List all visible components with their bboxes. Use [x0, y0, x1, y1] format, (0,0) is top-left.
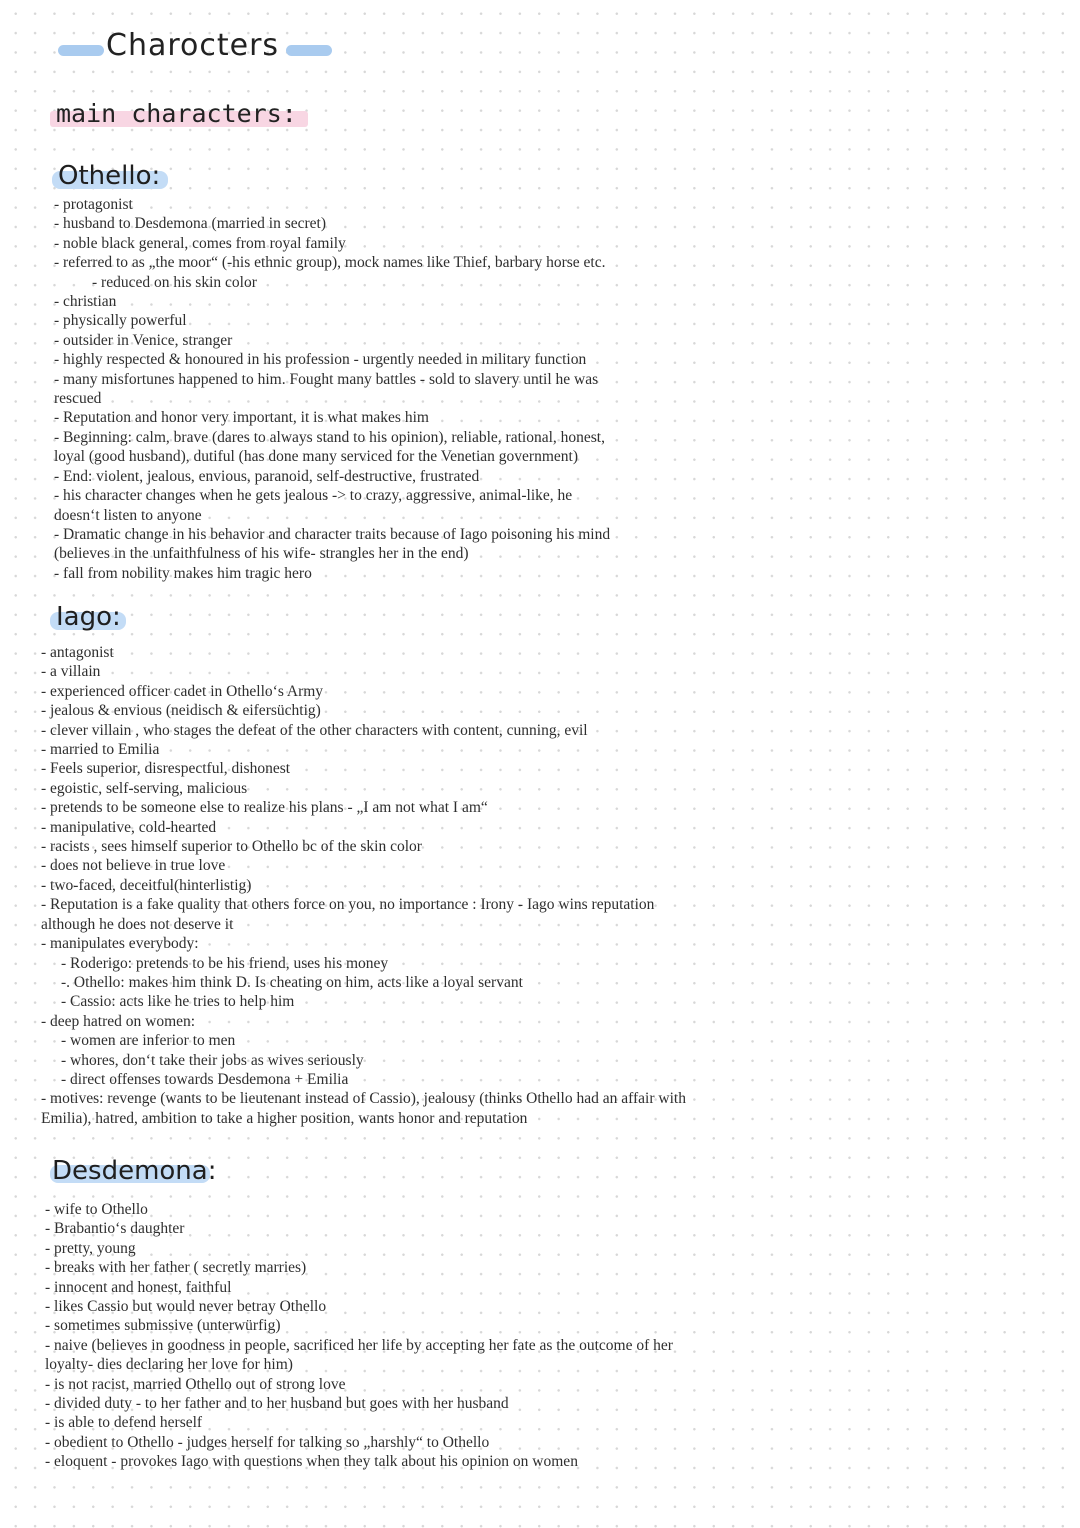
list-item: - naive (believes in goodness in people, sacrificed her life by accepting her fate as the outcome of her: [45, 1336, 673, 1354]
list-item: - referred to as „the moor“ (-his ethnic group), mock names like Thief, barbary horse etc.: [54, 254, 606, 272]
list-item: - many misfortunes happened to him. Fought many battles - sold to slavery until he was: [54, 370, 599, 388]
title-left-highlight: [58, 45, 104, 56]
list-item: - two-faced, deceitful(hinterlistig): [41, 876, 252, 894]
list-item: - innocent and honest, faithful: [45, 1278, 232, 1296]
list-item: - eloquent - provokes Iago with questions when they talk about his opinion on women: [45, 1453, 578, 1471]
list-item: - sometimes submissive (unterwürfig): [45, 1317, 281, 1335]
list-item: - physically powerful: [54, 312, 187, 330]
list-item: - racists , sees himself superior to Othello bc of the skin color: [41, 838, 422, 856]
list-item: - is able to defend herself: [45, 1414, 203, 1432]
iago-heading: Iago:: [56, 602, 121, 632]
list-item: loyal (good husband), dutiful (has done many serviced for the Venetian government): [54, 448, 578, 466]
list-item: - does not believe in true love: [41, 857, 226, 875]
list-item: - divided duty - to her father and to her husband but goes with her husband: [45, 1395, 509, 1413]
list-item: - obedient to Othello - judges herself for talking so „harshly“ to Othello: [45, 1433, 490, 1451]
list-item: - women are inferior to men: [61, 1032, 236, 1050]
list-item: - jealous & envious (neidisch & eifersüchtig): [41, 702, 321, 720]
list-item: - protagonist: [54, 196, 133, 213]
list-item: - a villain: [41, 663, 101, 681]
list-item: - Roderigo: pretends to be his friend, uses his money: [61, 954, 389, 972]
list-item: - married to Emilia: [41, 741, 160, 759]
list-item: - egoistic, self-serving, malicious: [41, 779, 248, 797]
desdemona-traits-list: [45, 1200, 673, 1472]
list-item: - Beginning: calm, brave (dares to always stand to his opinion), reliable, rational, honest,: [54, 428, 605, 446]
page-title: Charocters: [106, 28, 280, 63]
list-item: -. Othello: makes him think D. Is cheating on him, acts like a loyal servant: [61, 973, 523, 991]
list-item: - christian: [54, 293, 117, 311]
list-item: - outsider in Venice, stranger: [54, 331, 233, 349]
list-item: Emilia), hatred, ambition to take a higher position, wants honor and reputation: [41, 1109, 528, 1127]
list-item: - highly respected & honoured in his profession - urgently needed in military function: [54, 351, 587, 369]
list-item: - deep hatred on women:: [41, 1012, 196, 1030]
list-item: - End: violent, jealous, envious, paranoid, self-destructive, frustrated: [54, 467, 480, 485]
title-right-highlight: [286, 45, 332, 56]
list-item: although he does not deserve it: [41, 915, 234, 933]
list-item: loyalty- dies declaring her love for him): [45, 1356, 293, 1374]
list-item: - manipulative, cold-hearted: [41, 818, 217, 836]
page-subtitle: main characters:: [56, 99, 297, 128]
othello-heading: Othello:: [58, 161, 161, 191]
list-item: - wife to Othello: [45, 1201, 148, 1218]
desdemona-heading: Desdemona:: [52, 1156, 217, 1186]
list-item: - Reputation is a fake quality that others force on you, no importance : Irony - Iago wins reputation: [41, 896, 655, 914]
list-item: - direct offenses towards Desdemona + Emilia: [61, 1070, 349, 1088]
list-item: - pretty, young: [45, 1239, 136, 1257]
list-item: doesn‘t listen to anyone: [54, 506, 202, 524]
othello-traits-list: [54, 195, 610, 583]
list-item: - Reputation and honor very important, it is what makes him: [54, 409, 429, 427]
list-item: - whores, don‘t take their jobs as wives seriously: [61, 1051, 364, 1069]
list-item: - fall from nobility makes him tragic hero: [54, 564, 312, 582]
list-item: - reduced on his skin color: [92, 273, 257, 291]
list-item: - Dramatic change in his behavior and character traits because of Iago poisoning his mind: [54, 525, 611, 543]
iago-traits-list: [41, 643, 686, 1128]
list-item: - likes Cassio but would never betray Othello: [45, 1298, 327, 1316]
list-item: - manipulates everybody:: [41, 935, 199, 953]
list-item: - husband to Desdemona (married in secret): [54, 215, 327, 233]
list-item: - noble black general, comes from royal family: [54, 234, 346, 252]
list-item: - pretends to be someone else to realize his plans - „I am not what I am“: [41, 799, 488, 817]
list-item: rescued: [54, 390, 102, 408]
list-item: - is not racist, married Othello out of strong love: [45, 1375, 346, 1393]
list-item: - experienced officer cadet in Othello‘s Army: [41, 682, 324, 700]
list-item: (believes in the unfaithfulness of his wife- strangles her in the end): [54, 545, 469, 563]
list-item: - clever villain , who stages the defeat of the other characters with content, cunning, evil: [41, 721, 588, 739]
list-item: - breaks with her father ( secretly marries): [45, 1259, 307, 1277]
list-item: - Brabantio‘s daughter: [45, 1220, 185, 1238]
list-item: - his character changes when he gets jealous -> to crazy, aggressive, animal-like, he: [54, 487, 573, 505]
list-item: - Feels superior, disrespectful, dishonest: [41, 760, 291, 778]
list-item: - antagonist: [41, 644, 114, 661]
list-item: - motives: revenge (wants to be lieutenant instead of Cassio), jealousy (thinks Othello had an affair with: [41, 1090, 686, 1108]
list-item: - Cassio: acts like he tries to help him: [61, 993, 295, 1011]
